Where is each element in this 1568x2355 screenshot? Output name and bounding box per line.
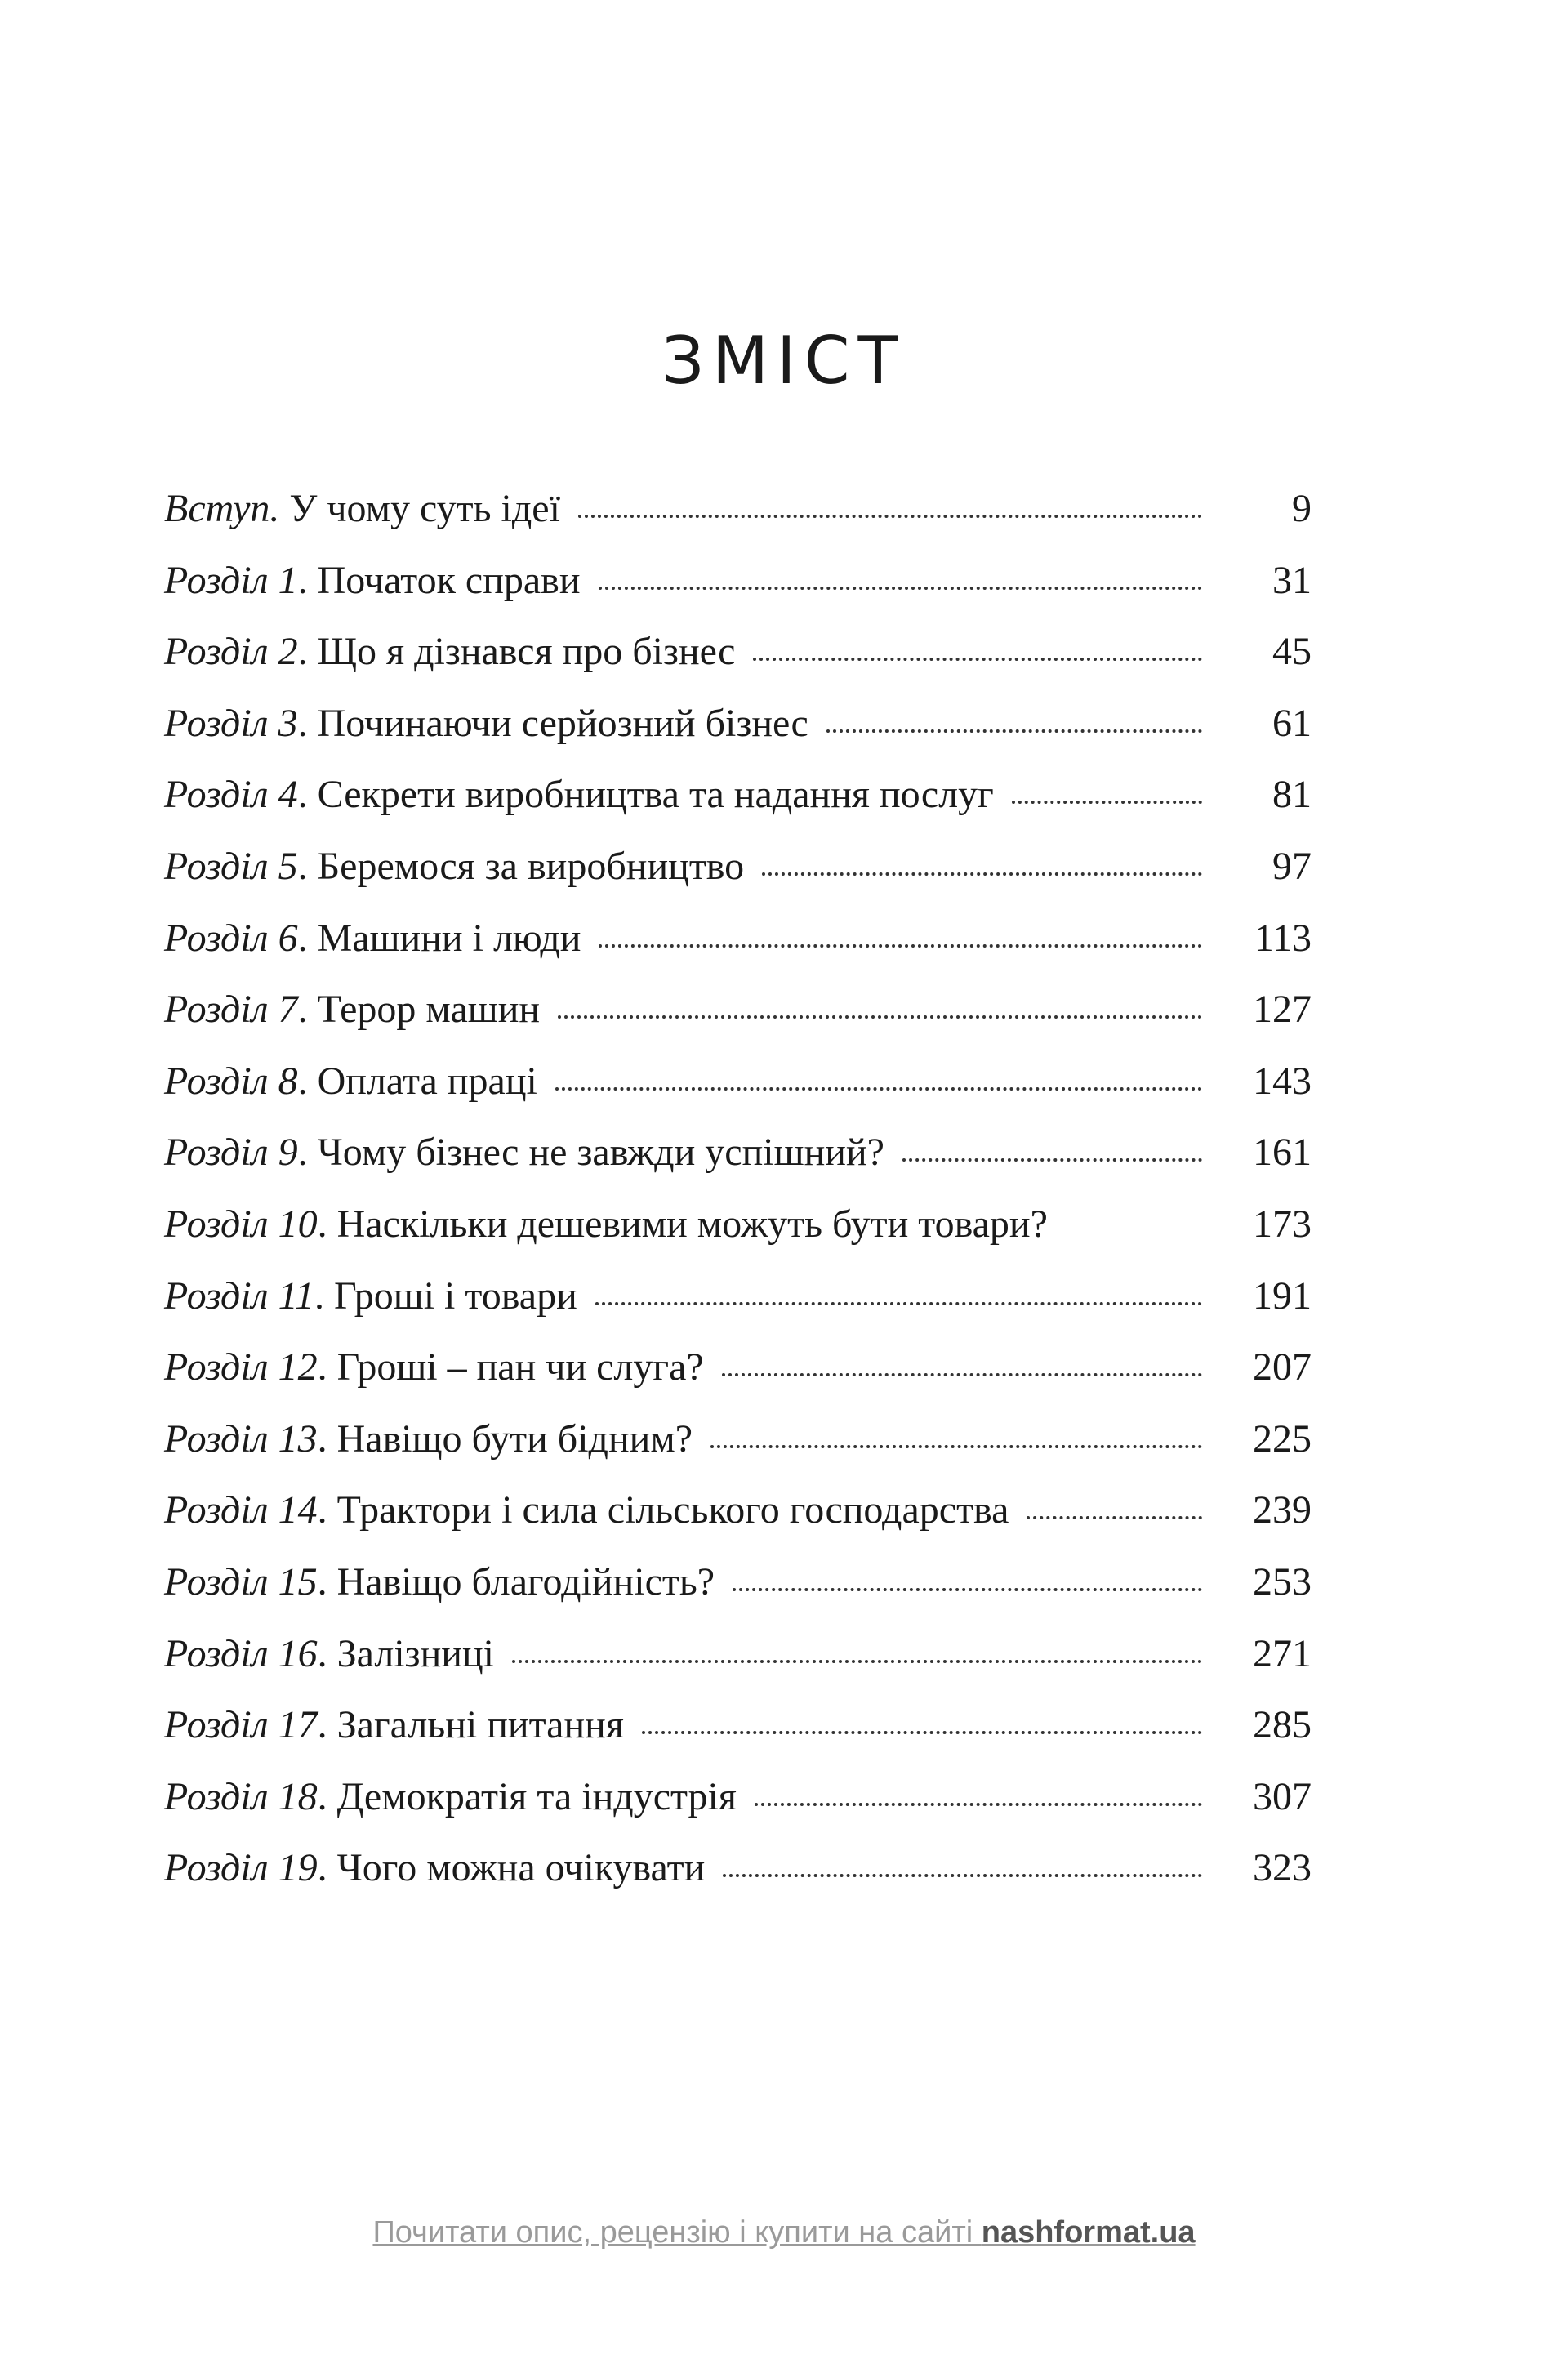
toc-entry-prefix: Розділ 16 bbox=[164, 1631, 318, 1675]
dot-leader bbox=[755, 1803, 1202, 1806]
toc-entry-label bbox=[164, 1345, 704, 1389]
toc-entry-page: 31 bbox=[1272, 558, 1312, 602]
toc-entry-title: . Демократія та індустрія bbox=[317, 1774, 737, 1818]
toc-entry-prefix: Розділ 13 bbox=[164, 1416, 318, 1461]
toc-entry-prefix: Розділ 6 bbox=[164, 916, 298, 960]
toc-entry-page: 161 bbox=[1253, 1131, 1312, 1175]
toc-entry-prefix: Розділ 1 bbox=[164, 558, 298, 602]
toc-entry-page: 113 bbox=[1254, 916, 1312, 960]
dot-leader bbox=[512, 1660, 1202, 1663]
dot-leader bbox=[595, 1302, 1202, 1305]
toc-entry-page: 271 bbox=[1253, 1631, 1312, 1675]
toc-entry-page: 239 bbox=[1253, 1488, 1312, 1532]
footer-text: Почитати опис, рецензію і купити на сайті bbox=[372, 2215, 982, 2250]
dot-leader bbox=[902, 1158, 1202, 1162]
dot-leader bbox=[1027, 1516, 1202, 1519]
toc-entry bbox=[164, 1416, 1312, 1488]
toc-entry-title: . Терор машин bbox=[297, 988, 541, 1032]
toc-entry-title: . Навіщо бути бідним? bbox=[317, 1416, 693, 1461]
toc-entry-title: . Оплата праці bbox=[297, 1059, 537, 1103]
toc-entry-label bbox=[164, 558, 581, 603]
toc-entry-page: 81 bbox=[1272, 773, 1312, 817]
toc-entry-page: 207 bbox=[1253, 1345, 1312, 1389]
toc-entry-prefix: Розділ 12 bbox=[164, 1345, 318, 1389]
table-of-contents bbox=[164, 486, 1312, 1917]
toc-entry-prefix: Розділ 4 bbox=[164, 773, 298, 817]
toc-entry-prefix: Розділ 10 bbox=[164, 1202, 318, 1246]
footer-link[interactable] bbox=[372, 2215, 1195, 2250]
toc-entry-label bbox=[164, 1416, 693, 1461]
toc-entry-page: 143 bbox=[1253, 1059, 1312, 1103]
toc-entry bbox=[164, 486, 1312, 558]
toc-entry-page: 45 bbox=[1272, 630, 1312, 674]
toc-entry bbox=[164, 1631, 1312, 1703]
dot-leader bbox=[642, 1731, 1202, 1734]
toc-entry-label bbox=[164, 1273, 577, 1318]
dot-leader bbox=[826, 729, 1202, 733]
toc-entry-title: . Секрети виробництва та надання послуг bbox=[297, 773, 994, 817]
dot-leader bbox=[1012, 801, 1202, 804]
toc-entry-title: . Початок справи bbox=[297, 558, 581, 602]
toc-entry-title: . Чому бізнес не завжди успішний? bbox=[297, 1131, 884, 1175]
toc-entry-title: . Що я дізнався про бізнес bbox=[297, 630, 736, 674]
toc-entry bbox=[164, 1702, 1312, 1774]
toc-entry-title: . Навіщо благодійність? bbox=[317, 1559, 715, 1603]
toc-entry-label bbox=[164, 701, 808, 746]
page-title: ЗМІСТ bbox=[662, 323, 906, 399]
dot-leader bbox=[599, 944, 1202, 948]
toc-entry-prefix: Розділ 2 bbox=[164, 630, 298, 674]
toc-entry-label bbox=[164, 1774, 737, 1819]
footer bbox=[0, 2215, 1568, 2250]
toc-entry-title: . Машини і люди bbox=[297, 916, 581, 960]
toc-entry-label bbox=[164, 1487, 1009, 1532]
dot-leader bbox=[733, 1588, 1202, 1591]
toc-entry-label bbox=[164, 1702, 624, 1747]
toc-entry-label bbox=[164, 916, 581, 961]
toc-entry-prefix: Розділ 11 bbox=[164, 1273, 315, 1318]
toc-entry bbox=[164, 916, 1312, 988]
toc-entry-label bbox=[164, 772, 994, 817]
toc-entry bbox=[164, 1202, 1312, 1273]
dot-leader bbox=[578, 515, 1202, 518]
toc-entry-prefix: Розділ 8 bbox=[164, 1059, 298, 1103]
toc-entry-prefix: Вступ. bbox=[164, 487, 280, 530]
toc-entry-label bbox=[164, 844, 744, 889]
toc-entry bbox=[164, 772, 1312, 844]
toc-entry-page: 9 bbox=[1292, 487, 1312, 530]
toc-entry-prefix: Розділ 18 bbox=[164, 1774, 318, 1818]
toc-entry-prefix: Розділ 9 bbox=[164, 1131, 298, 1175]
toc-entry-title: . Трактори і сила сільського господарства bbox=[317, 1488, 1009, 1532]
toc-entry-label bbox=[164, 987, 540, 1032]
toc-entry-label bbox=[164, 1845, 705, 1890]
toc-entry bbox=[164, 629, 1312, 701]
toc-entry-title: . Гроші і товари bbox=[314, 1273, 577, 1318]
toc-entry bbox=[164, 558, 1312, 630]
dot-leader bbox=[762, 872, 1202, 876]
toc-entry-label bbox=[164, 1559, 715, 1604]
toc-entry-label bbox=[164, 629, 735, 674]
toc-entry-title: . Беремося за виробництво bbox=[297, 844, 745, 888]
dot-leader bbox=[722, 1373, 1202, 1376]
toc-entry-page: 225 bbox=[1253, 1416, 1312, 1461]
dot-leader bbox=[710, 1445, 1202, 1448]
toc-entry bbox=[164, 1559, 1312, 1631]
toc-entry-page: 61 bbox=[1272, 701, 1312, 745]
dot-leader bbox=[599, 587, 1202, 590]
toc-entry bbox=[164, 1487, 1312, 1559]
toc-entry-prefix: Розділ 7 bbox=[164, 988, 298, 1032]
toc-entry-title: У чому суть ідеї bbox=[279, 487, 560, 530]
dot-leader bbox=[723, 1874, 1202, 1877]
toc-entry-prefix: Розділ 19 bbox=[164, 1846, 318, 1890]
toc-entry-prefix: Розділ 17 bbox=[164, 1703, 318, 1747]
toc-entry-title: . Наскільки дешевими можуть бути товари? bbox=[317, 1202, 1048, 1246]
site-link[interactable]: nashformat.ua bbox=[981, 2215, 1196, 2250]
toc-entry-label bbox=[164, 486, 560, 531]
toc-entry-prefix: Розділ 5 bbox=[164, 844, 298, 888]
toc-entry-prefix: Розділ 14 bbox=[164, 1488, 318, 1532]
toc-entry-page: 323 bbox=[1253, 1846, 1312, 1890]
dot-leader bbox=[753, 658, 1202, 661]
toc-entry bbox=[164, 1345, 1312, 1416]
toc-entry-title: . Загальні питання bbox=[317, 1703, 624, 1747]
toc-entry bbox=[164, 1273, 1312, 1345]
toc-entry bbox=[164, 1130, 1312, 1202]
toc-entry bbox=[164, 1774, 1312, 1846]
toc-entry-label bbox=[164, 1202, 1048, 1247]
toc-entry-page: 191 bbox=[1253, 1273, 1312, 1318]
toc-entry-prefix: Розділ 15 bbox=[164, 1559, 318, 1603]
toc-entry-title: . Чого можна очікувати bbox=[317, 1846, 706, 1890]
toc-entry-label bbox=[164, 1130, 884, 1175]
toc-entry bbox=[164, 701, 1312, 773]
toc-entry-page: 285 bbox=[1253, 1703, 1312, 1747]
toc-entry bbox=[164, 844, 1312, 916]
toc-entry-page: 97 bbox=[1272, 844, 1312, 888]
toc-entry-label bbox=[164, 1631, 494, 1676]
toc-entry-prefix: Розділ 3 bbox=[164, 701, 298, 745]
dot-leader bbox=[555, 1087, 1202, 1091]
toc-entry-page: 307 bbox=[1253, 1774, 1312, 1818]
toc-entry bbox=[164, 1059, 1312, 1131]
toc-entry bbox=[164, 1845, 1312, 1917]
toc-entry-page: 173 bbox=[1253, 1202, 1312, 1246]
toc-entry-label bbox=[164, 1059, 537, 1104]
toc-entry-title: . Гроші – пан чи слуга? bbox=[317, 1345, 704, 1389]
toc-entry bbox=[164, 987, 1312, 1059]
toc-entry-title: . Починаючи серйозний бізнес bbox=[297, 701, 808, 745]
toc-entry-title: . Залізниці bbox=[317, 1631, 495, 1675]
toc-entry-page: 253 bbox=[1253, 1559, 1312, 1603]
dot-leader bbox=[558, 1015, 1202, 1019]
toc-entry-page: 127 bbox=[1253, 988, 1312, 1032]
